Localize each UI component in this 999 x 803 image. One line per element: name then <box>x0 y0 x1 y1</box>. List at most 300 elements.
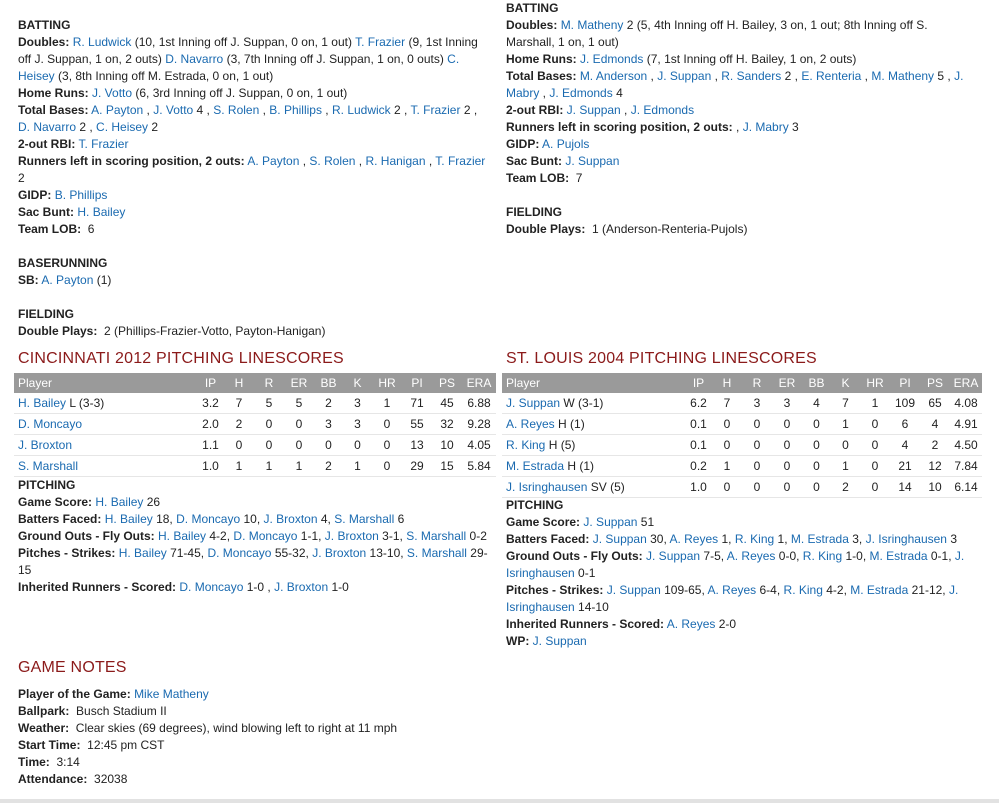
stat-cell: 0 <box>772 435 802 456</box>
stat-text: 1-0 , <box>243 580 275 594</box>
game-score-line: Game Score: J. Suppan 51 <box>506 515 655 529</box>
stat-cell: 4 <box>890 435 920 456</box>
stat-cell: 1 <box>860 393 890 414</box>
stat-cell: 5.84 <box>462 456 496 477</box>
column-header: BB <box>802 373 831 393</box>
player-link[interactable]: M. Anderson <box>579 69 648 83</box>
stlouis-batting-section <box>506 0 976 238</box>
stat-cell: 3 <box>772 393 802 414</box>
weather-line: Weather: Clear skies (69 degrees), wind blowing left to right at 11 mph <box>18 721 398 735</box>
column-header: HR <box>860 373 890 393</box>
pitcher-cell <box>502 414 685 435</box>
stat-text: 2 , <box>460 103 481 117</box>
player-link[interactable]: E. Renteria <box>801 69 862 83</box>
stat-cell: 0 <box>254 414 284 435</box>
stat-text: 6 <box>394 512 405 526</box>
player-link[interactable]: A. Payton <box>91 103 144 117</box>
pitcher-cell <box>14 435 197 456</box>
stat-text: 0-0, <box>775 549 803 563</box>
game-time-line: Time: 3:14 <box>18 755 80 769</box>
stat-text: , <box>299 154 310 168</box>
pitcher-cell <box>502 435 685 456</box>
page-bottom-divider <box>0 799 999 803</box>
stat-text: 30, <box>646 532 670 546</box>
stat-cell: 0 <box>254 435 284 456</box>
player-link[interactable]: R. Sanders <box>721 69 782 83</box>
stat-cell: 65 <box>920 393 950 414</box>
player-link[interactable]: J. Broxton <box>263 512 318 526</box>
gidp-line: GIDP: A. Pujols <box>506 137 590 151</box>
player-link[interactable]: J. Mabry <box>742 120 789 134</box>
table-row <box>14 435 496 456</box>
stat-cell: 45 <box>432 393 462 414</box>
two-out-rbi-line: 2-out RBI: T. Frazier <box>18 137 129 151</box>
stat-text: 51 <box>637 515 655 529</box>
player-link[interactable]: M. Estrada <box>869 549 928 563</box>
cincinnati-batting-section <box>18 17 488 340</box>
player-link[interactable]: M. Matheny <box>560 18 624 32</box>
sac-bunt-line: Sac Bunt: J. Suppan <box>506 154 620 168</box>
stat-cell: 0 <box>742 435 772 456</box>
stat-text: 2 , <box>390 103 411 117</box>
column-header: R <box>254 373 284 393</box>
column-header: HR <box>372 373 402 393</box>
player-link[interactable]: J. Edmonds <box>630 103 695 117</box>
player-link[interactable]: R. King <box>734 532 775 546</box>
pitcher-link[interactable]: J. Isringhausen <box>506 480 588 494</box>
player-link[interactable]: S. Rolen <box>309 154 356 168</box>
risp-line: Runners left in scoring position, 2 outs: A. Payton , S. Rolen , R. Hanigan , T. Frazier 2 <box>18 154 489 185</box>
stat-text: , <box>620 103 631 117</box>
stat-cell: 10 <box>432 435 462 456</box>
stat-text: , <box>539 86 550 100</box>
stat-text: 1-0 <box>328 580 349 594</box>
player-link[interactable]: J. Edmonds <box>580 52 644 66</box>
stat-cell: 3 <box>343 393 372 414</box>
player-link[interactable]: R. Hanigan <box>365 154 426 168</box>
player-link[interactable]: J. Isringhausen <box>865 532 947 546</box>
team-lob-line: Team LOB: 7 <box>506 171 583 185</box>
stat-cell: 7 <box>712 393 742 414</box>
stat-cell: 1 <box>712 456 742 477</box>
player-link[interactable]: M. Estrada <box>790 532 849 546</box>
player-link[interactable]: H. Bailey <box>158 529 207 543</box>
player-link[interactable]: A. Reyes <box>666 617 716 631</box>
decision-note: L (3-3) <box>66 396 105 410</box>
stat-cell: 1 <box>343 456 372 477</box>
player-of-game-line: Player of the Game: Mike Matheny <box>18 687 209 701</box>
baserunning-title: BASERUNNING <box>18 256 108 270</box>
stat-cell: 4.50 <box>950 435 982 456</box>
stlouis-pitching-details <box>506 497 976 650</box>
player-link[interactable]: J. Isringhausen <box>506 549 965 580</box>
stat-cell: 9.28 <box>462 414 496 435</box>
player-link[interactable]: S. Marshall <box>334 512 395 526</box>
stat-cell: 3 <box>343 414 372 435</box>
pitcher-link[interactable]: D. Moncayo <box>18 417 83 431</box>
table-row <box>14 456 496 477</box>
doubles-line: Doubles: R. Ludwick (10, 1st Inning off J. Suppan, 0 on, 1 out) T. Frazier (9, 1st Inning off J. Suppan, 1 on, 2 outs) D. Navarro (3, 7th Inning off J. Suppan, 1 on, 0 outs) C. Heisey (3, 8th Inning off M. Estrada, 0 on, 1 out) <box>18 35 482 83</box>
stat-cell: 7 <box>831 393 860 414</box>
player-link[interactable]: B. Phillips <box>269 103 322 117</box>
stat-text: 71-45, <box>166 546 208 560</box>
table-header-row <box>14 373 496 393</box>
stat-cell: 0 <box>372 435 402 456</box>
decision-note: SV (5) <box>587 480 625 494</box>
pitching-title: PITCHING <box>18 478 76 492</box>
stat-text: (1) <box>93 273 112 287</box>
stat-cell: 3.2 <box>197 393 224 414</box>
stat-cell: 1.0 <box>685 477 712 498</box>
column-header: K <box>831 373 860 393</box>
pitcher-cell <box>502 393 685 414</box>
stat-cell: 2 <box>314 456 343 477</box>
table-row <box>502 456 982 477</box>
stat-cell: 55 <box>402 414 432 435</box>
player-link[interactable]: T. Frazier <box>435 154 486 168</box>
player-link[interactable]: S. Marshall <box>406 546 467 560</box>
stat-cell: 0 <box>284 435 314 456</box>
player-link[interactable]: C. Heisey <box>18 52 460 83</box>
game-notes-heading: GAME NOTES <box>18 659 127 676</box>
doubles-line: Doubles: M. Matheny 2 (5, 4th Inning off H. Bailey, 3 on, 1 out; 8th Inning off S. Marshall, 1 on, 1 out) <box>506 18 931 49</box>
column-header: PI <box>890 373 920 393</box>
stat-cell: 71 <box>402 393 432 414</box>
player-link[interactable]: H. Bailey <box>77 205 126 219</box>
player-link[interactable]: D. Moncayo <box>207 546 272 560</box>
stat-cell: 29 <box>402 456 432 477</box>
stat-cell: 0 <box>742 456 772 477</box>
table-header-row <box>502 373 982 393</box>
inherited-runners-line: Inherited Runners - Scored: A. Reyes 2-0 <box>506 617 737 631</box>
risp-line: Runners left in scoring position, 2 outs: , J. Mabry 3 <box>506 120 799 134</box>
player-link[interactable]: J. Isringhausen <box>506 583 959 614</box>
stat-cell: 0 <box>772 414 802 435</box>
gidp-line: GIDP: B. Phillips <box>18 188 108 202</box>
player-link[interactable]: J. Suppan <box>583 515 638 529</box>
stat-text: , <box>143 103 154 117</box>
wild-pitch-line: WP: J. Suppan <box>506 634 587 648</box>
stat-text: 6-4, <box>756 583 784 597</box>
stat-cell: 0 <box>372 414 402 435</box>
stat-cell: 0 <box>831 435 860 456</box>
stat-cell: 109 <box>890 393 920 414</box>
column-header: PS <box>920 373 950 393</box>
game-score-line: Game Score: H. Bailey 26 <box>18 495 161 509</box>
stat-cell: 2 <box>831 477 860 498</box>
fielding-title: FIELDING <box>18 307 74 321</box>
player-link[interactable]: D. Moncayo <box>233 529 298 543</box>
player-of-game-link[interactable]: Mike Matheny <box>134 687 209 701</box>
game-notes-section <box>18 686 618 788</box>
player-link[interactable]: J. Votto <box>92 86 133 100</box>
stat-text: 3 <box>946 532 957 546</box>
decision-note: W (3-1) <box>560 396 604 410</box>
player-link[interactable]: A. Payton <box>247 154 300 168</box>
decision-note: H (1) <box>554 417 585 431</box>
column-header: H <box>224 373 254 393</box>
stat-cell: 5 <box>284 393 314 414</box>
stat-cell: 0 <box>802 477 831 498</box>
column-header: ER <box>284 373 314 393</box>
stat-cell: 13 <box>402 435 432 456</box>
stat-text: 0-2 <box>466 529 487 543</box>
stat-cell: 0 <box>860 414 890 435</box>
player-link[interactable]: H. Bailey <box>95 495 144 509</box>
batters-faced-line: Batters Faced: J. Suppan 30, A. Reyes 1, R. King 1, M. Estrada 3, J. Isringhausen 3 <box>506 532 957 546</box>
stat-text: 4-2, <box>206 529 234 543</box>
player-link[interactable]: A. Reyes <box>726 549 776 563</box>
cincinnati-pitching-heading: CINCINNATI 2012 PITCHING LINESCORES <box>18 350 344 367</box>
stolen-bases-line: SB: A. Payton (1) <box>18 273 112 287</box>
player-link[interactable]: J. Broxton <box>324 529 379 543</box>
stat-cell: 0.2 <box>685 456 712 477</box>
pitcher-cell <box>502 477 685 498</box>
table-row <box>502 477 982 498</box>
stat-cell: 0.1 <box>685 414 712 435</box>
column-header: PS <box>432 373 462 393</box>
table-row <box>14 414 496 435</box>
player-link[interactable]: R. King <box>802 549 843 563</box>
stat-cell: 0 <box>712 477 742 498</box>
stat-text: 4-2, <box>822 583 851 597</box>
player-link[interactable]: A. Payton <box>41 273 94 287</box>
stat-cell: 3 <box>314 414 343 435</box>
fielding-title: FIELDING <box>506 205 562 219</box>
pitcher-link[interactable]: A. Reyes <box>506 417 555 431</box>
stat-cell: 6.14 <box>950 477 982 498</box>
stat-cell: 7.84 <box>950 456 982 477</box>
player-link[interactable]: S. Marshall <box>406 529 467 543</box>
stat-cell: 1.1 <box>197 435 224 456</box>
stat-text: 4, <box>317 512 335 526</box>
player-link[interactable]: T. Frazier <box>410 103 461 117</box>
pitcher-link[interactable]: H. Bailey <box>18 396 67 410</box>
stat-text: 2 <box>18 154 489 185</box>
player-link[interactable]: J. Broxton <box>274 580 329 594</box>
stat-cell: 0 <box>372 456 402 477</box>
stat-cell: 0 <box>224 435 254 456</box>
ground-fly-outs-line: Ground Outs - Fly Outs: J. Suppan 7-5, A. Reyes 0-0, R. King 1-0, M. Estrada 0-1, J. Isringhausen 0-1 <box>506 549 965 580</box>
player-link[interactable]: H. Bailey <box>104 512 153 526</box>
start-time-line: Start Time: 12:45 pm CST <box>18 738 165 752</box>
player-link[interactable]: R. King <box>783 583 823 597</box>
total-bases-line: Total Bases: A. Payton , J. Votto 4 , S. Rolen , B. Phillips , R. Ludwick 2 , T. Frazier 2 , D. Navarro 2 , C. Heisey 2 <box>18 103 481 134</box>
stat-cell: 4.08 <box>950 393 982 414</box>
stat-cell: 0 <box>742 414 772 435</box>
player-link[interactable]: J. Suppan <box>532 634 587 648</box>
player-link[interactable]: J. Suppan <box>646 549 701 563</box>
column-header: PI <box>402 373 432 393</box>
stat-cell: 14 <box>890 477 920 498</box>
stat-text: 0-1, <box>927 549 955 563</box>
stat-text: , <box>321 103 332 117</box>
batting-title: BATTING <box>506 1 559 15</box>
table-row <box>502 393 982 414</box>
stat-cell: 0 <box>742 477 772 498</box>
stat-cell: 1 <box>254 456 284 477</box>
stat-text: 3, <box>848 532 866 546</box>
stat-text: 109-65, <box>660 583 708 597</box>
pitcher-cell <box>14 414 197 435</box>
player-link[interactable]: J. Broxton <box>312 546 367 560</box>
table-row <box>502 414 982 435</box>
table-row <box>14 393 496 414</box>
player-link[interactable]: J. Suppan <box>566 103 621 117</box>
stat-cell: 21 <box>890 456 920 477</box>
stat-text: 1-1, <box>297 529 325 543</box>
pitches-strikes-line: Pitches - Strikes: J. Suppan 109-65, A. Reyes 6-4, R. King 4-2, M. Estrada 21-12, J. Isringhausen 14-10 <box>506 583 959 614</box>
stat-text: 2 (5, 4th Inning off H. Bailey, 3 on, 1 out; 8th Inning off S. Marshall, 1 on, 1 out) <box>506 18 931 49</box>
player-link[interactable]: B. Phillips <box>54 188 108 202</box>
column-header: ERA <box>462 373 496 393</box>
stat-text: 7-5, <box>700 549 727 563</box>
column-header: Player <box>502 373 685 393</box>
column-header: IP <box>685 373 712 393</box>
stat-cell: 2.0 <box>197 414 224 435</box>
player-link[interactable]: J. Mabry <box>506 69 964 100</box>
stat-text: (7, 1st Inning off H. Bailey, 1 on, 2 outs) <box>643 52 857 66</box>
attendance-line: Attendance: 32038 <box>18 772 128 786</box>
stat-cell: 0 <box>343 435 372 456</box>
player-link[interactable]: A. Reyes <box>707 583 757 597</box>
player-link[interactable]: R. Ludwick <box>72 35 132 49</box>
stat-cell: 4.91 <box>950 414 982 435</box>
player-link[interactable]: A. Reyes <box>669 532 719 546</box>
player-link[interactable]: T. Frazier <box>355 35 406 49</box>
stat-text: (3, 8th Inning off M. Estrada, 0 on, 1 out) <box>54 69 274 83</box>
stat-cell: 4.05 <box>462 435 496 456</box>
batting-title: BATTING <box>18 18 71 32</box>
player-link[interactable]: D. Navarro <box>165 52 224 66</box>
player-link[interactable]: J. Suppan <box>592 532 647 546</box>
stat-cell: 0 <box>284 414 314 435</box>
stat-cell: 1 <box>831 456 860 477</box>
ballpark-line: Ballpark: Busch Stadium II <box>18 704 167 718</box>
column-header: K <box>343 373 372 393</box>
stat-cell: 2 <box>314 393 343 414</box>
player-link[interactable]: D. Moncayo <box>179 580 244 594</box>
double-plays-line: Double Plays: 1 (Anderson-Renteria-Pujols) <box>506 222 748 236</box>
stat-text: (6, 3rd Inning off J. Suppan, 0 on, 1 out) <box>132 86 348 100</box>
stat-cell: 0 <box>712 414 742 435</box>
stat-cell: 2 <box>920 435 950 456</box>
decision-note: H (1) <box>564 459 595 473</box>
player-link[interactable]: J. Edmonds <box>549 86 613 100</box>
ground-fly-outs-line: Ground Outs - Fly Outs: H. Bailey 4-2, D. Moncayo 1-1, J. Broxton 3-1, S. Marshall 0-2 <box>18 529 487 543</box>
stat-cell: 32 <box>432 414 462 435</box>
batters-faced-line: Batters Faced: H. Bailey 18, D. Moncayo 10, J. Broxton 4, S. Marshall 6 <box>18 512 405 526</box>
pitcher-link[interactable]: J. Broxton <box>18 438 73 452</box>
stat-cell: 6.88 <box>462 393 496 414</box>
stat-cell: 2 <box>224 414 254 435</box>
player-link[interactable]: D. Navarro <box>18 120 77 134</box>
stat-cell: 0 <box>802 435 831 456</box>
stat-cell: 5 <box>254 393 284 414</box>
player-link[interactable]: D. Moncayo <box>176 512 241 526</box>
player-link[interactable]: M. Matheny <box>871 69 935 83</box>
column-header: BB <box>314 373 343 393</box>
stat-text: 14-10 <box>574 600 609 614</box>
stat-cell: 0.1 <box>685 435 712 456</box>
stat-text: 2 , <box>781 69 802 83</box>
stat-cell: 15 <box>432 456 462 477</box>
pitcher-link[interactable]: S. Marshall <box>18 459 79 473</box>
stat-cell: 4 <box>802 393 831 414</box>
stat-cell: 1 <box>831 414 860 435</box>
stat-text: , <box>355 154 366 168</box>
stat-cell: 1 <box>224 456 254 477</box>
player-link[interactable]: S. Rolen <box>213 103 260 117</box>
stlouis-pitching-table <box>502 373 982 498</box>
pitcher-cell <box>14 393 197 414</box>
stat-text: 1, <box>718 532 735 546</box>
pitcher-cell <box>14 456 197 477</box>
pitcher-link[interactable]: M. Estrada <box>506 459 565 473</box>
sac-bunt-line: Sac Bunt: H. Bailey <box>18 205 126 219</box>
team-lob-line: Team LOB: 6 <box>18 222 95 236</box>
stat-text: 3 <box>788 120 799 134</box>
player-link[interactable]: A. Pujols <box>542 137 590 151</box>
player-link[interactable]: T. Frazier <box>78 137 129 151</box>
stat-cell: 1 <box>284 456 314 477</box>
cincinnati-pitching-table <box>14 373 496 477</box>
stat-text: 55-32, <box>271 546 313 560</box>
column-header: ERA <box>950 373 982 393</box>
player-link[interactable]: J. Suppan <box>657 69 712 83</box>
player-link[interactable]: C. Heisey <box>96 120 149 134</box>
stat-text: 4 <box>612 86 623 100</box>
pitcher-cell <box>502 456 685 477</box>
stat-text: 10, <box>240 512 264 526</box>
stat-cell: 7 <box>224 393 254 414</box>
player-link[interactable]: J. Suppan <box>565 154 620 168</box>
stat-cell: 0 <box>860 435 890 456</box>
stat-text: , <box>647 69 658 83</box>
cincinnati-pitching-details <box>18 477 488 596</box>
stat-cell: 6 <box>890 414 920 435</box>
stat-text: , <box>259 103 270 117</box>
player-link[interactable]: R. Ludwick <box>331 103 391 117</box>
stat-cell: 0 <box>712 435 742 456</box>
stat-text: 13-10, <box>366 546 407 560</box>
player-link[interactable]: H. Bailey <box>118 546 167 560</box>
stat-text: , <box>425 154 436 168</box>
stat-cell: 6.2 <box>685 393 712 414</box>
stat-cell: 0 <box>772 477 802 498</box>
total-bases-line: Total Bases: M. Anderson , J. Suppan , R. Sanders 2 , E. Renteria , M. Matheny 5 , J. Mabry , J. Edmonds 4 <box>506 69 964 100</box>
pitcher-link[interactable]: R. King <box>506 438 546 452</box>
decision-note: H (5) <box>545 438 576 452</box>
stat-text: 21-12, <box>908 583 949 597</box>
two-out-rbi-line: 2-out RBI: J. Suppan , J. Edmonds <box>506 103 695 117</box>
stlouis-pitching-heading: ST. LOUIS 2004 PITCHING LINESCORES <box>506 350 817 367</box>
table-row <box>502 435 982 456</box>
stat-text: (10, 1st Inning off J. Suppan, 0 on, 1 out) <box>131 35 356 49</box>
stat-text: 26 <box>143 495 161 509</box>
player-link[interactable]: J. Suppan <box>606 583 661 597</box>
stat-text: 18, <box>152 512 177 526</box>
stat-text: 2 , <box>76 120 97 134</box>
stat-text: 5 , <box>934 69 955 83</box>
stat-text: 1-0, <box>842 549 870 563</box>
column-header: Player <box>14 373 197 393</box>
inherited-runners-line: Inherited Runners - Scored: D. Moncayo 1-0 , J. Broxton 1-0 <box>18 580 349 594</box>
stat-cell: 0 <box>860 456 890 477</box>
player-link[interactable]: M. Estrada <box>850 583 909 597</box>
pitcher-link[interactable]: J. Suppan <box>506 396 561 410</box>
player-link[interactable]: J. Votto <box>153 103 194 117</box>
